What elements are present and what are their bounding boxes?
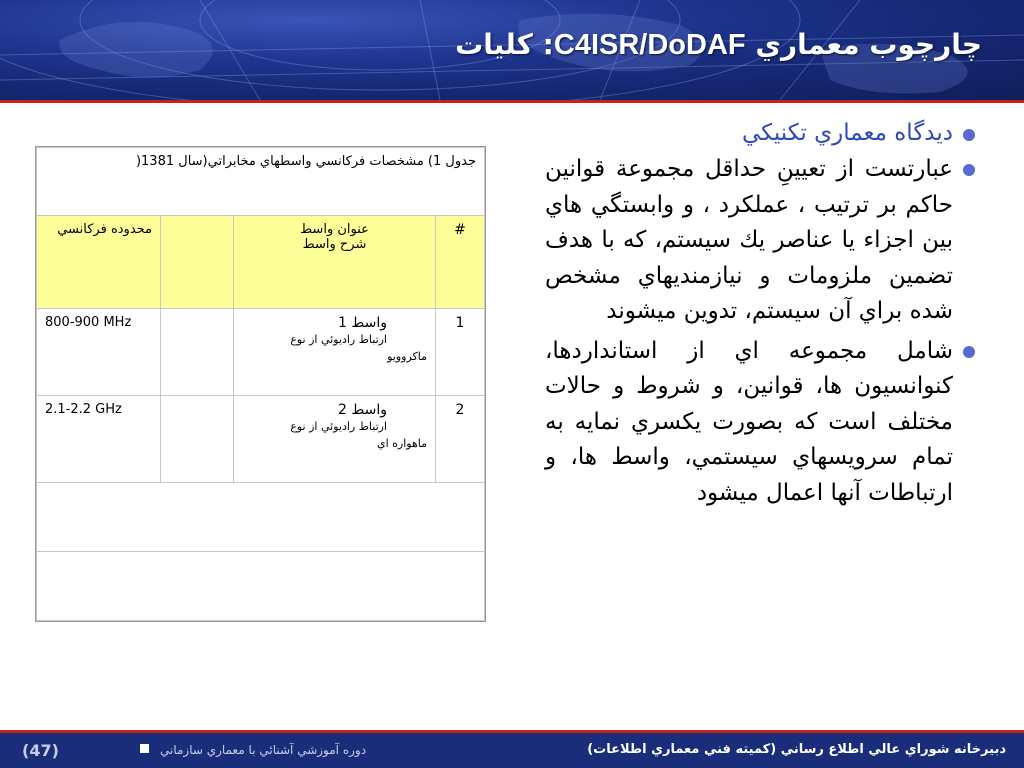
footer-organization: دبيرخانه شوراي عالي اطلاع رساني (كميته فني معماري اطلاعات): [587, 742, 1006, 757]
table-caption: جدول 1) مشخصات فركانسي واسطهاي مخابراتي(سال 1381(: [37, 148, 485, 216]
cell-num: 1: [436, 309, 485, 396]
bullet-paragraph: [545, 152, 985, 330]
cell-medium-desc: ارتباط راديوئي از نوع: [290, 333, 387, 346]
header-medium-title: عنوان واسط: [300, 222, 369, 237]
title-suffix: : كليات: [455, 28, 554, 61]
title-latin: C4ISR/DoDAF: [553, 29, 746, 61]
table-header-row: [37, 216, 485, 309]
header-num: #: [436, 216, 485, 309]
footer-course: دوره آموزشي آشنائي با معماري سازماني: [160, 743, 367, 757]
table-row: [37, 396, 485, 483]
cell-freq: 2.1-2.2 GHz: [37, 396, 161, 483]
table-grid: [36, 147, 485, 621]
bullet-paragraph: [545, 334, 985, 512]
empty-cell: [37, 552, 485, 621]
header-medium: [234, 216, 436, 309]
bullet-text: ديدگاه معماري تكنيكي: [741, 120, 953, 146]
bullet-text: عبارتست از تعيينِ حداقل مجموعة قوانين حاكم بر ترتيب ، عملكرد ، و وابستگي هاي بين اجزاء يا عناصر يك سيستم، كه با هدف تضمين ملزومات و نيازمنديهاي مشخص شده براي آن سيستم، تدوين ميشوند: [545, 156, 953, 324]
table-row: [37, 309, 485, 396]
header-blank: [161, 216, 234, 309]
bullet-heading: [545, 118, 985, 148]
table-empty-row: [37, 483, 485, 552]
slide-title: [455, 28, 982, 62]
header-divider: [0, 100, 1024, 103]
cell-medium-desc: ارتباط راديوئي از نوع: [290, 420, 387, 433]
slide-header: [0, 0, 1024, 100]
bullet-list: [545, 118, 985, 515]
table-caption-row: [37, 148, 485, 216]
cell-medium-title: واسط 2: [337, 402, 387, 418]
slide-footer: [0, 733, 1024, 768]
bullet-dot-icon: [963, 346, 975, 358]
bullet-dot-icon: [963, 164, 975, 176]
header-freq: محدوده فركانسي: [37, 216, 161, 309]
cell-num: 2: [436, 396, 485, 483]
page-number: (47): [22, 741, 59, 760]
cell-freq: 800-900 MHz: [37, 309, 161, 396]
cell-blank: [161, 396, 234, 483]
empty-cell: [37, 483, 485, 552]
bullet-text: شامل مجموعه اي از استانداردها، كنوانسيون ها، قوانين، و شروط و حالات مختلف است كه بصورت يكسري نمايه به تمام سرويسهاي سيستمي، واسط ها، و ارتباطات آنها اعمال ميشود: [545, 337, 953, 506]
cell-medium-title: واسط 1: [337, 315, 387, 331]
square-bullet-icon: [140, 744, 149, 753]
cell-medium-desc: ماكروويو: [387, 350, 427, 363]
header-medium-desc: شرح واسط: [302, 237, 367, 252]
frequency-table: [35, 146, 486, 622]
cell-medium: [234, 396, 436, 483]
cell-medium-desc: ماهواره اي: [376, 437, 427, 450]
cell-blank: [161, 309, 234, 396]
cell-medium: [234, 309, 436, 396]
title-prefix: چارچوب معماري: [745, 28, 982, 61]
bullet-dot-icon: [963, 129, 975, 141]
table-empty-row: [37, 552, 485, 621]
